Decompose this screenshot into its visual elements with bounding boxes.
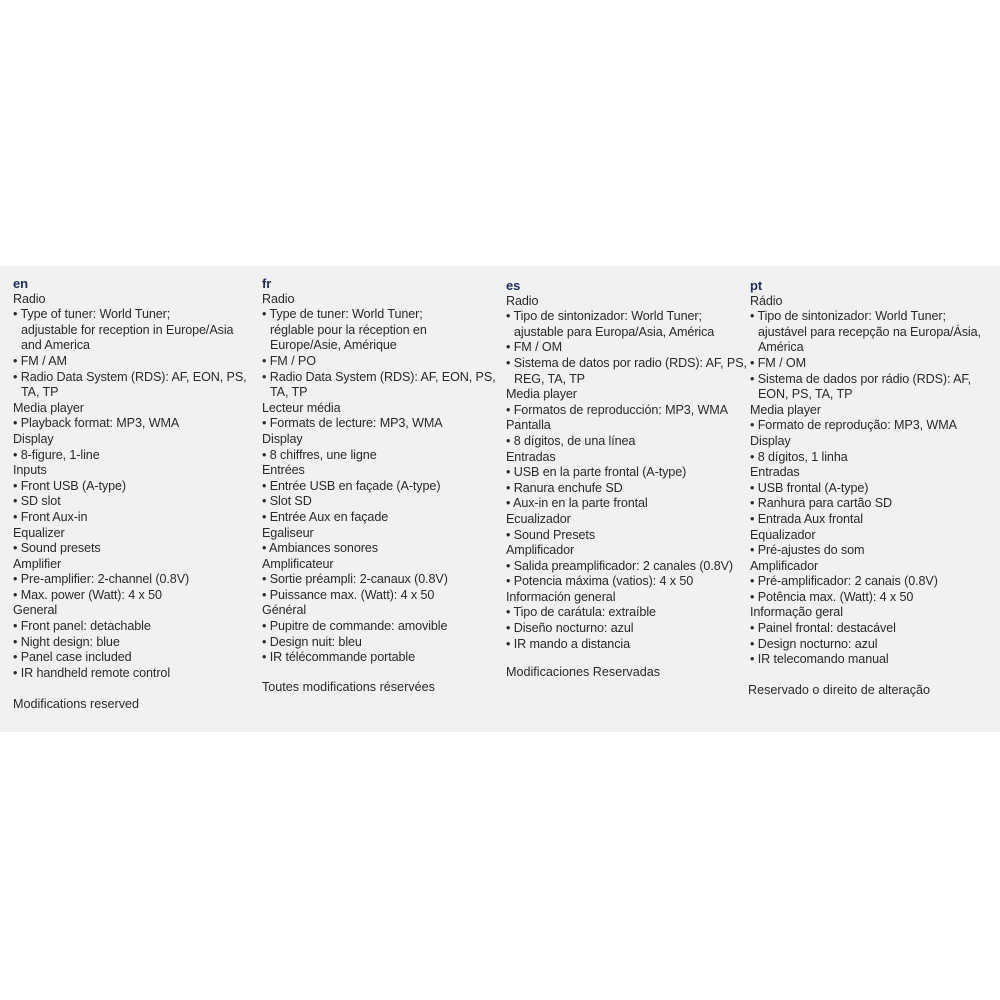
spec-item: • SD slot — [13, 494, 61, 509]
spec-item: • IR handheld remote control — [13, 665, 171, 680]
spec-item: • Pupitre de commande: amovible — [262, 619, 448, 634]
spec-item: • FM / OM — [506, 340, 562, 355]
footer-note: Toutes modifications réservées — [262, 680, 435, 694]
section-heading: Media player — [13, 400, 84, 415]
section-heading: Radio — [13, 291, 46, 306]
spec-item: • Puissance max. (Watt): 4 x 50 — [262, 587, 435, 602]
section-heading: Amplificador — [750, 558, 819, 573]
section-heading: Display — [750, 433, 791, 448]
section-heading: Equalizer — [13, 525, 65, 540]
spec-item: • 8 chiffres, une ligne — [262, 447, 377, 462]
spec-item: • Entrée Aux en façade — [262, 509, 389, 524]
spec-item: • Radio Data System (RDS): AF, EON, PS, — [262, 369, 496, 384]
spec-item: • Front panel: detachable — [13, 619, 151, 634]
footer-note: Modifications reserved — [13, 697, 139, 711]
spec-item: • Panel case included — [13, 650, 132, 665]
spec-item: • IR telecomando manual — [750, 652, 889, 667]
spec-item: • Front Aux-in — [13, 509, 88, 524]
spec-item-continuation: and America — [21, 338, 90, 353]
spec-item-continuation: ajustable para Europa/Asia, América — [514, 324, 715, 339]
section-heading: Display — [262, 431, 303, 446]
section-heading: Entradas — [506, 449, 556, 464]
spec-item: • Max. power (Watt): 4 x 50 — [13, 587, 162, 602]
spec-item-continuation: réglable pour la réception en — [270, 322, 427, 337]
section-heading: Display — [13, 431, 54, 446]
spec-item: • Tipo de sintonizador: World Tuner; — [506, 309, 702, 324]
spec-item: • Pré-amplificador: 2 canais (0.8V) — [750, 574, 938, 589]
section-heading: Amplificateur — [262, 556, 334, 571]
language-code: pt — [750, 278, 763, 293]
spec-item: • 8 dígitos, de una línea — [506, 433, 636, 448]
spec-item: • Sound Presets — [506, 527, 596, 542]
section-heading: Amplifier — [13, 556, 62, 571]
spec-item: • Aux-in en la parte frontal — [506, 496, 648, 511]
spec-item-continuation: EON, PS, TA, TP — [758, 387, 853, 402]
spec-item: • FM / PO — [262, 353, 316, 368]
spec-lines — [750, 294, 981, 668]
spec-item: • FM / AM — [13, 353, 67, 368]
spec-item: • Entrada Aux frontal — [750, 511, 863, 526]
spec-item: • Design nocturno: azul — [750, 636, 878, 651]
section-heading: Media player — [506, 387, 577, 402]
column-pt — [750, 278, 981, 668]
section-heading: Pantalla — [506, 418, 551, 433]
spec-item: • Diseño nocturno: azul — [506, 621, 634, 636]
spec-panel — [0, 266, 1000, 732]
spec-item: • Salida preamplificador: 2 canales (0.8V) — [506, 558, 734, 573]
spec-item: • Ambiances sonores — [262, 541, 378, 556]
spec-item: • Potencia máxima (vatios): 4 x 50 — [506, 574, 694, 589]
column-en — [13, 276, 247, 681]
spec-item: • Playback format: MP3, WMA — [13, 416, 180, 431]
spec-item: • Sortie préampli: 2-canaux (0.8V) — [262, 572, 448, 587]
footer-note: Modificaciones Reservadas — [506, 665, 660, 679]
column-fr — [262, 276, 496, 666]
spec-item: • Ranura enchufe SD — [506, 480, 623, 495]
spec-item: • Entrée USB en façade (A-type) — [262, 478, 441, 493]
section-heading: Amplificador — [506, 543, 575, 558]
section-heading: Général — [262, 603, 307, 618]
spec-item-continuation: adjustable for reception in Europe/Asia — [21, 322, 234, 337]
spec-item: • Formato de reprodução: MP3, WMA — [750, 418, 957, 433]
spec-lines — [262, 292, 496, 666]
section-heading: Lecteur média — [262, 400, 341, 415]
section-heading: Inputs — [13, 463, 47, 478]
spec-item: • Formats de lecture: MP3, WMA — [262, 416, 443, 431]
spec-item: • Design nuit: bleu — [262, 634, 362, 649]
spec-lines — [506, 294, 747, 653]
column-es — [506, 278, 747, 652]
section-heading: Equalizador — [750, 527, 816, 542]
spec-item: • USB frontal (A-type) — [750, 480, 869, 495]
section-heading: Informação geral — [750, 605, 843, 620]
spec-lines — [13, 292, 247, 682]
spec-item: • Type of tuner: World Tuner; — [13, 307, 171, 322]
section-heading: Rádio — [750, 293, 783, 308]
spec-item: • Tipo de carátula: extraíble — [506, 605, 656, 620]
section-heading: Media player — [750, 402, 821, 417]
spec-item: • Type de tuner: World Tuner; — [262, 307, 423, 322]
section-heading: Radio — [506, 293, 539, 308]
language-code: en — [13, 276, 28, 291]
spec-item: • Sistema de datos por radio (RDS): AF, PS, — [506, 355, 747, 370]
spec-item: • Formatos de reproducción: MP3, WMA — [506, 402, 728, 417]
spec-item: • Front USB (A-type) — [13, 478, 126, 493]
spec-item: • 8 dígitos, 1 linha — [750, 449, 848, 464]
spec-item: • Sistema de dados por rádio (RDS): AF, — [750, 371, 971, 386]
spec-item: • USB en la parte frontal (A-type) — [506, 465, 687, 480]
spec-item: • Radio Data System (RDS): AF, EON, PS, — [13, 369, 247, 384]
spec-item: • Tipo de sintonizador: World Tuner; — [750, 309, 946, 324]
spec-item: • Pré-ajustes do som — [750, 543, 865, 558]
spec-item: • FM / OM — [750, 355, 806, 370]
section-heading: Radio — [262, 291, 295, 306]
spec-item-continuation: TA, TP — [270, 385, 308, 400]
spec-item: • Night design: blue — [13, 634, 120, 649]
language-code: es — [506, 278, 521, 293]
language-code: fr — [262, 276, 272, 291]
spec-item-continuation: ajustável para recepção na Europa/Ásia, — [758, 324, 981, 339]
spec-item: • Potência max. (Watt): 4 x 50 — [750, 589, 914, 604]
spec-item: • 8-figure, 1-line — [13, 447, 100, 462]
section-heading: Entradas — [750, 465, 800, 480]
spec-item: • Slot SD — [262, 494, 312, 509]
spec-item-continuation: TA, TP — [21, 385, 59, 400]
spec-item: • Painel frontal: destacável — [750, 621, 896, 636]
section-heading: Egaliseur — [262, 525, 314, 540]
spec-item: • Ranhura para cartão SD — [750, 496, 893, 511]
spec-item: • IR télécommande portable — [262, 650, 416, 665]
section-heading: Ecualizador — [506, 511, 571, 526]
spec-item-continuation: REG, TA, TP — [514, 371, 585, 386]
spec-item-continuation: Europe/Asie, Amérique — [270, 338, 397, 353]
section-heading: General — [13, 603, 58, 618]
spec-item: • Sound presets — [13, 541, 101, 556]
footer-note: Reservado o direito de alteração — [748, 683, 931, 697]
section-heading: Entrées — [262, 463, 305, 478]
section-heading: Información general — [506, 589, 616, 604]
spec-item: • Pre-amplifier: 2-channel (0.8V) — [13, 572, 190, 587]
spec-item: • IR mando a distancia — [506, 636, 631, 651]
spec-item-continuation: América — [758, 340, 804, 355]
